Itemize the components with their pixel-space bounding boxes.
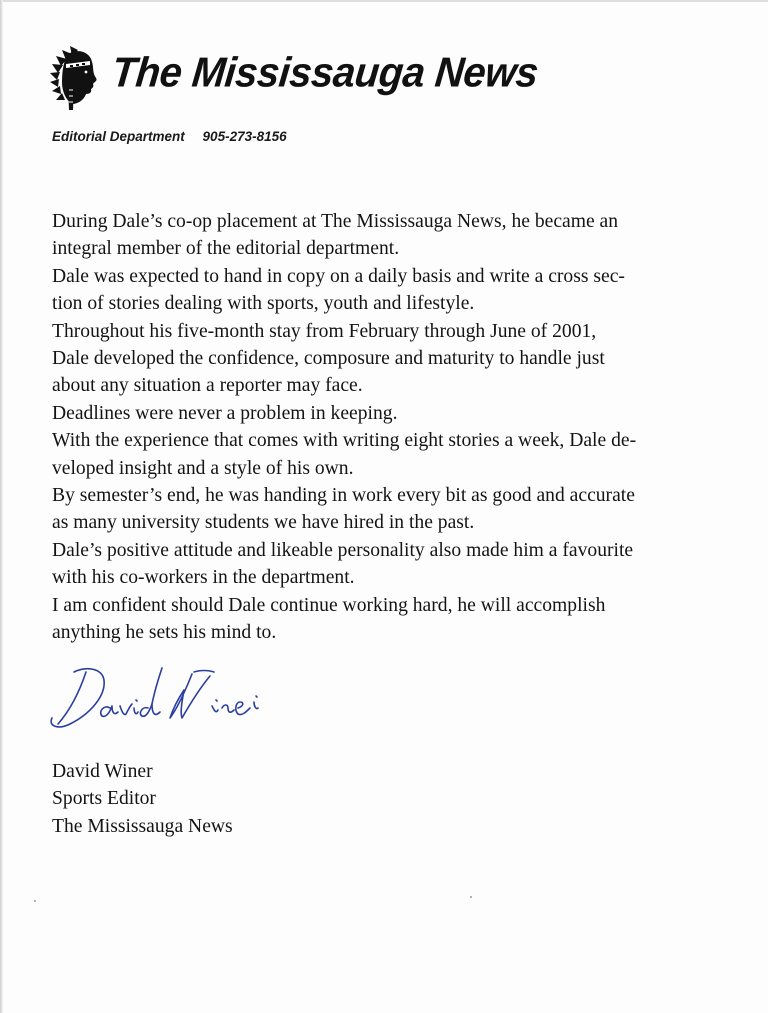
letter-line: With the experience that comes with writing eight stories a week, Dale de- <box>52 430 637 452</box>
scan-speck <box>34 900 36 902</box>
letter-line: veloped insight and a style of his own. <box>52 457 354 479</box>
signature-strokes <box>51 668 258 727</box>
signer-organization: The Mississauga News <box>52 815 233 837</box>
letter-line: about any situation a reporter may face. <box>52 375 363 397</box>
scan-edge-left <box>0 0 3 1013</box>
letter-line: During Dale’s co-op placement at The Mississauga News, he became an <box>52 211 619 232</box>
department-name: Editorial Department <box>52 129 185 144</box>
handwritten-signature <box>44 660 284 736</box>
letter-line: with his co-workers in the department. <box>52 567 355 589</box>
letter-line: Dale developed the confidence, composure and maturity to handle just <box>52 348 605 370</box>
scan-speck <box>470 896 472 898</box>
letter-line: By semester’s end, he was handing in work every bit as good and accurate <box>52 485 635 507</box>
letter-line: Dale was expected to hand in copy on a daily basis and write a cross sec- <box>52 265 625 287</box>
letter-line: as many university students we have hired in the past. <box>52 512 475 534</box>
newspaper-logo-icon <box>48 44 118 112</box>
letter-line: Throughout his five-month stay from February through June of 2001, <box>52 320 597 342</box>
letter-body <box>52 208 742 647</box>
letter-line: I am confident should Dale continue working hard, he will accomplish <box>52 594 606 616</box>
masthead-title: The Mississauga News <box>109 49 541 97</box>
signature-block <box>52 758 233 840</box>
scan-edge-top <box>0 0 768 2</box>
letter-line: Deadlines were never a problem in keeping. <box>52 402 398 424</box>
letter-line: anything he sets his mind to. <box>52 622 277 644</box>
department-line <box>52 129 287 144</box>
signer-title: Sports Editor <box>52 788 156 810</box>
department-phone: 905-273-8156 <box>202 129 287 144</box>
letter-line: tion of stories dealing with sports, youth and lifestyle. <box>52 293 475 315</box>
masthead <box>48 44 541 112</box>
signer-name: David Winer <box>52 761 153 782</box>
letter-line: integral member of the editorial department. <box>52 238 400 260</box>
letter-line: Dale’s positive attitude and likeable personality also made him a favourite <box>52 539 634 561</box>
